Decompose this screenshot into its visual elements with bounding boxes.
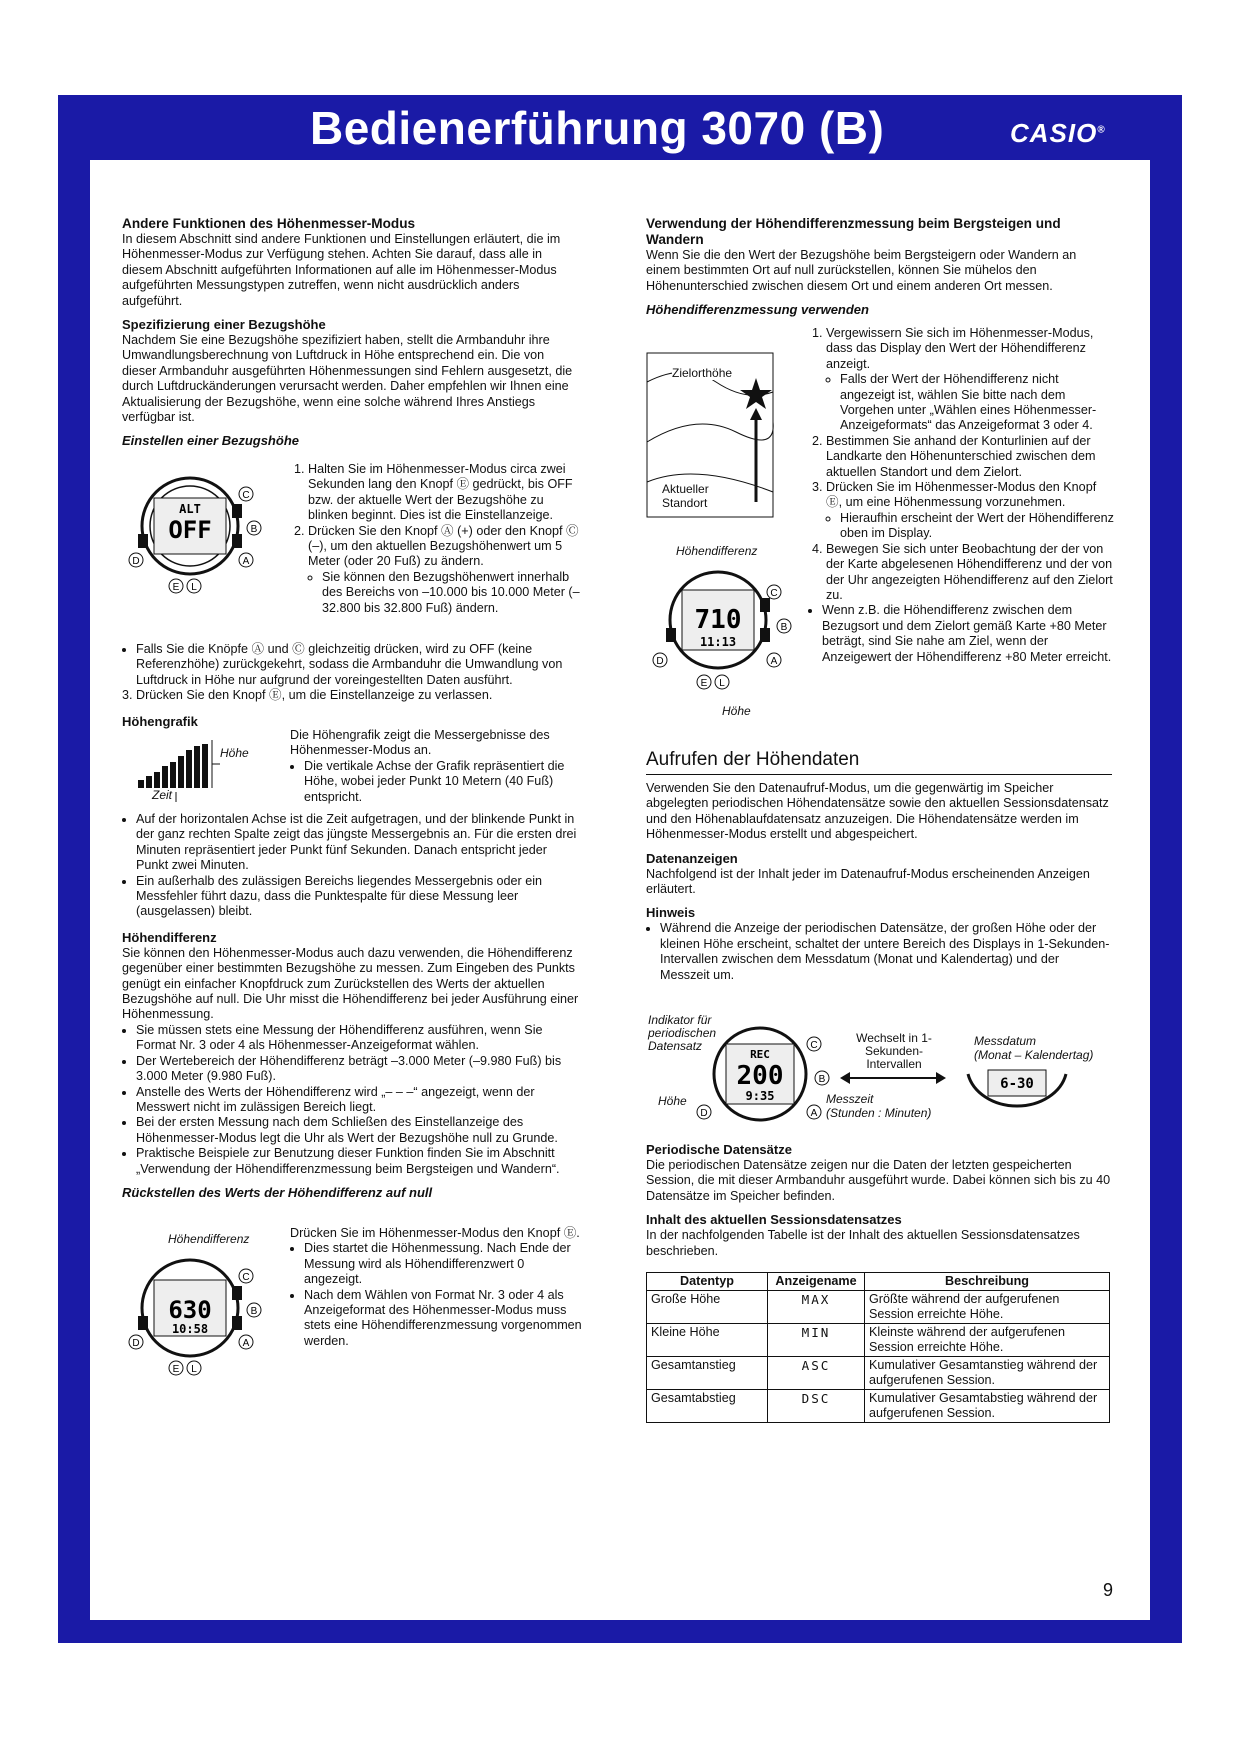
note-bullet: • Während die Anzeige der periodischen Datensätze, der großen Höhe oder der kleinen Höhe erscheint, schaltet der untere Bereich des Displays in 1-Sekunden-Intervallen zwischen dem Messdatum (Monat und Kalendertag) und der Messzeit um. (660, 921, 1112, 983)
fig-label-hoehe: Höhe (722, 704, 751, 718)
section-body: Die periodischen Datensätze zeigen nur die Daten der letzten gespeicherten Session, die mit dieser Armbanduhr ausgeführt wurde. Dabei können sich bis zu 40 Datensätze im Speicher befinden. (646, 1158, 1111, 1203)
right-col-top (646, 216, 1112, 318)
svg-text:A: A (810, 1108, 818, 1119)
right-col-lower (646, 1142, 1112, 1259)
section-title: Höhendifferenz (122, 929, 217, 945)
section-title: Hinweis (646, 905, 696, 921)
section-title: Einstellen einer Bezugshöhe (122, 433, 299, 449)
svg-text:D: D (132, 556, 140, 567)
svg-text:D: D (132, 1338, 140, 1349)
section-body: Wenn Sie die den Wert der Bezugshöhe beim Bergsteigern oder Wandern an einem bestimmten Ort auf null zurückstellen, können Sie mühelos den Höhenunterschied zwischen diesem Ort und einem anderen Ort messen. (646, 248, 1077, 293)
svg-text:OFF: OFF (168, 516, 212, 544)
fig-label-wechselt: Wechselt in 1-Sekunden-Intervallen (856, 1031, 932, 1071)
section-body: Nachdem Sie eine Bezugshöhe spezifiziert haben, stellt die Armbanduhr ihre Umwandlungsberechnung von Luftdruck in Höhe entsprechend ein. Die von dieser Armbanduhr ausgeführten Höhenmessungen sind Fehlern ausgesetzt, die durch Luftdruckänderungen verursacht werden. Daher empfehlen wir Ihnen eine Aktualisierung der Bezugshöhe, wenn eine solche während Ihres Anstiegs verfügbar ist. (122, 333, 573, 425)
diff-bullet: • Praktische Beispiele zur Benutzung dieser Funktion finden Sie im Abschnitt „Verwendung der Höhendifferenzmessung beim Bergsteigen und Wandern“. (136, 1146, 580, 1177)
watch-figure-200 (690, 1018, 840, 1138)
left-col-lower (122, 812, 580, 1201)
watch-figure-630 (128, 1250, 278, 1380)
svg-text:A: A (770, 656, 778, 667)
watch-figure-date (962, 1066, 1072, 1116)
table-header: Anzeigename (768, 1273, 865, 1291)
svg-text:E: E (700, 678, 708, 689)
usage-step-2: 2. Bestimmen Sie anhand der Konturlinien auf der Landkarte den Höhenunterschied zwischen dem aktuellen Standort und dem Zielort. (826, 434, 1114, 480)
usage-step-3: 3. Drücken Sie im Höhenmesser-Modus den Knopf Ⓔ, um eine Höhenmessung vorzunehmen. ◦ Hieraufhin erscheint der Wert der Höhendifferenz oben im Display. (826, 480, 1114, 542)
table-cell: Kumulativer Gesamtabstieg während der aufgerufenen Session. (865, 1390, 1110, 1423)
page-number: 9 (1103, 1580, 1114, 1600)
fig-label-hoehe2: Höhe (658, 1094, 687, 1108)
svg-text:B: B (780, 622, 788, 633)
graph-bullet: • Ein außerhalb des zulässigen Bereichs liegendes Messergebnis oder ein Messfehler führt dazu, dass die Punktespalte für diese Messung leer (ausgelassen) bleibt. (136, 874, 580, 920)
step-2-bullet: ◦ Sie können den Bezugshöhenwert innerhalb des Bereichs von –10.000 bis 10.000 Meter (–32.800 bis 32.800 Fuß) ändern. (322, 570, 585, 616)
table-cell: ASC (768, 1357, 865, 1390)
svg-text:A: A (242, 556, 250, 567)
svg-text:B: B (818, 1074, 826, 1085)
reset-bullet: • Nach dem Wählen von Format Nr. 3 oder 4 als Anzeigeformat des Höhenmesser-Modus muss stets eine Höhendifferenzmessung vorgenommen werden. (304, 1288, 585, 1350)
section-title: Periodische Datensätze (646, 1142, 792, 1157)
table-header: Beschreibung (865, 1273, 1110, 1291)
diff-bullet: • Anstelle des Werts der Höhendifferenz wird „– – –“ angezeigt, wenn der Messwert nicht im zulässigen Bereich liegt. (136, 1085, 580, 1116)
section-body: Sie können den Höhenmesser-Modus auch dazu verwenden, die Höhendifferenz gegenüber einer bestimmten Bezugshöhe zu messen. Zum Eingeben des Punkts genügt ein einfacher Knopfdruck zum Zurückstellen des Werts der aktuellen Bezugshöhe auf null. Die Uhr misst die Höhendifferenz bei jeder Ausführung einer Höhenmessung. (122, 945, 579, 1022)
double-arrow-icon (838, 1070, 948, 1086)
section-title: Andere Funktionen des Höhenmesser-Modus (122, 216, 416, 231)
fig-label-hoehendifferenz: Höhendifferenz (168, 1232, 250, 1246)
diff-bullet: • Der Wertebereich der Höhendifferenz beträgt –3.000 Meter (–9.980 Fuß) bis 3.000 Meter (9.980 Fuß). (136, 1054, 580, 1085)
map-label-current: Aktueller Standort (662, 482, 722, 510)
graph-body: Die Höhengrafik zeigt die Messergebnisse des Höhenmesser-Modus an. (290, 728, 550, 758)
section-body: In der nachfolgenden Tabelle ist der Inhalt des aktuellen Sessionsdatensatzes beschrieben. (646, 1228, 1080, 1258)
svg-text:B: B (250, 524, 258, 535)
svg-text:E: E (172, 582, 180, 593)
right-col-mid (646, 748, 1112, 983)
svg-text:L: L (191, 1364, 197, 1375)
table-cell: Größte während der aufgerufenen Session erreichte Höhe. (865, 1291, 1110, 1324)
watch-figure-off (128, 468, 278, 598)
table-cell: MIN (768, 1324, 865, 1357)
usage-step-4: 4. Bewegen Sie sich unter Beobachtung der der von der Karte abgelesenen Höhendifferenz und der von der Uhr angezeigten Höhendifferenz auf den Zielort zu. (826, 542, 1114, 604)
fig-label-messzeit2: (Stunden : Minuten) (826, 1106, 932, 1120)
table-cell: MAX (768, 1291, 865, 1324)
svg-text:C: C (810, 1040, 818, 1051)
usage-step-bullet: ◦ Hieraufhin erscheint der Wert der Höhendifferenz oben im Display. (840, 511, 1114, 542)
svg-text:9:35: 9:35 (745, 1089, 775, 1103)
fig-label-messdatum: Messdatum (974, 1034, 1037, 1048)
svg-text:C: C (242, 1272, 250, 1283)
table-row (647, 1390, 1110, 1423)
usage-step-1: 1. Vergewissern Sie sich im Höhenmesser-Modus, dass das Display den Wert der Höhendifferenz anzeigt. ◦ Falls der Wert der Höhendifferenz nicht angezeigt ist, wählen Sie bitte nach dem Vorgehen unter „Wählen eines Höhenmesser-Anzeigeformats“ das Anzeigeformat 3 oder 4. (826, 326, 1114, 434)
table-cell: Kleinste während der aufgerufenen Session erreichte Höhe. (865, 1324, 1110, 1357)
table-row (647, 1324, 1110, 1357)
reset-body: Drücken Sie im Höhenmesser-Modus den Knopf Ⓔ. (290, 1226, 580, 1240)
svg-text:E: E (172, 1364, 180, 1375)
section-body: In diesem Abschnitt sind andere Funktionen und Einstellungen erläutert, die im Höhenmesser-Modus zur Verfügung stehen. Achten Sie darauf, dass alle in diesem Abschnitt aufgeführten Informationen auf alle im Höhenmesser-Modus aufgeführten Messungstypen zutreffen, wenn nicht ausdrücklich anders aufgeführt. (122, 232, 561, 308)
diff-bullet: • Bei der ersten Messung nach dem Schließen des Einstellanzeige des Höhenmesser-Modus legt die Uhr als Wert der Bezugshöhe null zu Grunde. (136, 1115, 580, 1146)
table-cell: Gesamtabstieg (647, 1390, 768, 1423)
graph-bullet: • Die vertikale Achse der Grafik repräsentiert die Höhe, wobei jeder Punkt 10 Metern (40 Fuß) entspricht. (304, 759, 585, 805)
section-title: Rückstellen des Werts der Höhendifferenz auf null (122, 1184, 433, 1200)
left-col-mid (122, 642, 580, 730)
svg-text:C: C (242, 490, 250, 501)
svg-text:200: 200 (736, 1061, 784, 1091)
casio-logo: CASIO® (1010, 118, 1106, 148)
fig-label-messzeit: Messzeit (826, 1092, 874, 1106)
watch-figure-710 (646, 562, 796, 692)
fig-label-messdatum2: (Monat – Kalendertag) (974, 1048, 1094, 1062)
fig-label-hoehendifferenz: Höhendifferenz (676, 544, 758, 558)
step-2: 2. Drücken Sie den Knopf Ⓐ (+) oder den Knopf Ⓒ (–), um den aktuellen Bezugshöhenwert um 5 Meter (oder 20 Fuß) zu ändern. ◦ Sie können den Bezugshöhenwert innerhalb des Bereichs von –10.000 bis 10.000 Meter (–32.800 bis 32.800 Fuß) ändern. (308, 524, 585, 616)
graph-label-zeit: Zeit (152, 788, 173, 802)
map-label-target: Zielorthöhe (672, 366, 733, 380)
step-1: 1. Halten Sie im Höhenmesser-Modus circa zwei Sekunden lang den Knopf Ⓔ gedrückt, bis OFF bzw. der aktuelle Wert der Bezugshöhe zu blinken beginnt. Dies ist die Einstellanzeige. (308, 462, 585, 524)
left-col-top (122, 216, 580, 449)
step-3: 3. Drücken Sie den Knopf Ⓔ, um die Einstellanzeige zu verlassen. (122, 688, 493, 703)
graph-label-hoehe: Höhe (220, 746, 249, 760)
svg-text:6-30: 6-30 (1000, 1076, 1034, 1092)
svg-text:L: L (719, 678, 725, 689)
svg-text:630: 630 (168, 1296, 212, 1324)
usage-step-bullet: • Wenn z.B. die Höhendifferenz zwischen dem Bezugsort und dem Zielort gemäß Karte +80 Meter beträgt, sind Sie nahe am Ziel, wenn der Anzeigewert der Höhendifferenz +80 Meter erreicht. (822, 603, 1114, 665)
note-bullet: • Falls Sie die Knöpfe Ⓐ und Ⓒ gleichzeitig drücken, wird zu OFF (keine Referenzhöhe) zurückgekehrt, sodass die Armbanduhr die Umwandlung von Luftdruck in Höhe nur aufgrund der voreingestellten Daten ausführt. (136, 642, 580, 688)
table-cell: Gesamtanstieg (647, 1357, 768, 1390)
svg-text:11:13: 11:13 (699, 635, 737, 649)
svg-text:10:58: 10:58 (171, 1322, 209, 1336)
svg-text:ALT: ALT (179, 502, 201, 516)
usage-step-bullet: ◦ Falls der Wert der Höhendifferenz nicht angezeigt ist, wählen Sie bitte nach dem Vorgehen unter „Wählen eines Höhenmesser-Anzeigeformats“ das Anzeigeformat 3 oder 4. (840, 372, 1114, 434)
usage-steps (808, 326, 1114, 665)
table-cell: Kumulativer Gesamtanstieg während der aufgerufenen Session. (865, 1357, 1110, 1390)
svg-text:D: D (700, 1108, 708, 1119)
section-title: Höhengrafik (122, 713, 198, 729)
svg-text:C: C (770, 588, 778, 599)
graph-bullet: • Auf der horizontalen Achse ist die Zeit aufgetragen, und der blinkende Punkt in der ganz rechten Spalte zeigt das jüngste Messergebnis an. Für die ersten drei Minuten repräsentiert jeder Punkt fünf Sekunden. Danach entspricht jeder Punkt zwei Minuten. (136, 812, 580, 874)
section-body: Verwenden Sie den Datenaufruf-Modus, um die gegenwärtig im Speicher abgelegten periodischen Höhendatensätze sowie den aktuellen Sessionsdatensatz und den Höhenablaufdatensatz anzuzeigen. Die Höhendatensätze werden im Höhenmesser-Modus erstellt und abgespeichert. (646, 781, 1109, 842)
section-title: Inhalt des aktuellen Sessionsdatensatzes (646, 1212, 902, 1228)
section-title: Datenanzeigen (646, 850, 738, 866)
table-header-row (647, 1273, 1110, 1291)
table-cell: DSC (768, 1390, 865, 1423)
svg-text:D: D (656, 656, 664, 667)
page-title: Bedienerführung 3070 (B) (310, 102, 885, 154)
fig-label-indikator: Indikator für periodischen Datensatz (648, 1013, 717, 1053)
section-body: Nachfolgend ist der Inhalt jeder im Datenaufruf-Modus erscheinenden Anzeigen erläutert. (646, 866, 1090, 897)
session-table (646, 1272, 1110, 1423)
svg-text:710: 710 (694, 605, 742, 635)
table-cell: Große Höhe (647, 1291, 768, 1324)
section-heading: Aufrufen der Höhendaten (646, 748, 1112, 775)
svg-text:REC: REC (750, 1048, 770, 1061)
section-title: Höhendifferenzmessung verwenden (646, 302, 869, 318)
svg-text:A: A (242, 1338, 250, 1349)
table-row (647, 1357, 1110, 1390)
graph-text (290, 728, 585, 805)
diff-bullet: • Sie müssen stets eine Messung der Höhendifferenz ausführen, wenn Sie Format Nr. 3 oder 4 als Höhenmesser-Anzeigeformat wählen. (136, 1023, 580, 1054)
svg-text:L: L (191, 582, 197, 593)
table-row (647, 1291, 1110, 1324)
reset-bullet: • Dies startet die Höhenmessung. Nach Ende der Messung wird als Höhendifferenzwert 0 angezeigt. (304, 1241, 585, 1287)
reset-text (290, 1226, 585, 1349)
section-title: Verwendung der Höhendifferenzmessung beim Bergsteigen und Wandern (646, 216, 1061, 247)
steps-reference (290, 462, 585, 616)
table-cell: Kleine Höhe (647, 1324, 768, 1357)
svg-text:B: B (250, 1306, 258, 1317)
table-header: Datentyp (647, 1273, 768, 1291)
section-title: Spezifizierung einer Bezugshöhe (122, 317, 326, 333)
